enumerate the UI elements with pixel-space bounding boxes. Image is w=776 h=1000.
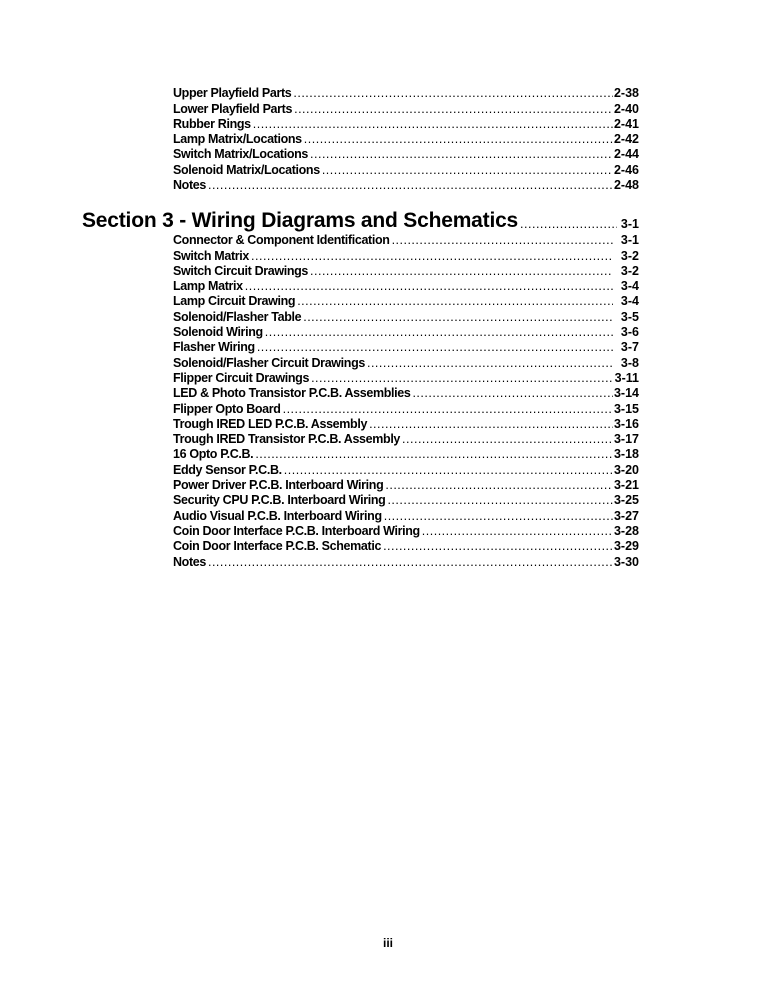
toc-entry-title: Lamp Matrix/Locations [173,132,302,147]
dot-leader [308,264,613,279]
toc-entry [173,162,639,177]
toc-entry-page: 3-28 [613,523,639,538]
toc-entry-page: 3-29 [613,539,639,554]
dot-leader [291,86,613,101]
toc-entry-title: Lower Playfield Parts [173,101,293,116]
toc-entry [173,178,639,193]
toc-entry [173,524,639,539]
toc-entry [173,401,639,416]
toc-entry-page: 3-7 [620,340,639,355]
toc-entry [173,432,639,447]
toc-entry-page: 2-46 [613,162,639,177]
toc-entry-title: Trough IRED Transistor P.C.B. Assembly [173,432,401,447]
dot-leader [295,294,613,309]
toc-entry-title: Solenoid/Flasher Circuit Drawings [173,355,365,370]
toc-entry [173,101,639,116]
toc-entry [173,447,639,462]
dot-leader [400,432,613,447]
toc-entry-title: Solenoid/Flasher Table [173,309,302,324]
toc-entry-title: Power Driver P.C.B. Interboard Wiring [173,478,384,493]
toc-entry-title: Connector & Component Identification [173,233,390,248]
dot-leader [381,539,613,554]
toc-entry-page: 3-21 [613,478,639,493]
dot-leader [383,478,613,493]
toc-entry [173,233,639,248]
toc-entry [173,117,639,132]
toc-entry-title: Coin Door Interface P.C.B. Interboard Wiring [173,523,420,538]
toc-entry-page: 3-11 [614,370,639,385]
toc-entry-page: 3-2 [620,263,639,278]
dot-leader [251,117,613,132]
toc-entry-title: Lamp Matrix [173,279,243,294]
toc-entry [173,478,639,493]
toc-entry-page: 3-18 [613,447,639,462]
toc-entry-title: Coin Door Interface P.C.B. Schematic [173,539,382,554]
dot-leader [282,463,613,478]
section3-toc-list [173,233,639,570]
toc-entry [173,325,639,340]
toc-entry-title: Notes [173,178,206,193]
toc-entry-page: 3-27 [613,508,639,523]
toc-entry [173,508,639,523]
toc-entry [173,340,639,355]
toc-entry-page: 3-14 [613,386,639,401]
dot-leader [301,310,613,325]
dot-leader [420,524,613,539]
toc-entry-title: 16 Opto P.C.B. [173,447,254,462]
toc-entry-title: Audio Visual P.C.B. Interboard Wiring [173,508,382,523]
dot-leader [255,340,613,355]
toc-entry-title: Solenoid Wiring [173,325,263,340]
dot-leader [385,493,613,508]
dot-leader [365,356,613,371]
toc-entry [173,279,639,294]
dot-leader [243,279,613,294]
toc-entry-page: 3-6 [620,325,639,340]
toc-entry [173,539,639,554]
dot-leader [309,371,613,386]
toc-entry [173,554,639,569]
dot-leader [410,386,613,401]
toc-entry [173,355,639,370]
dot-leader [382,509,613,524]
toc-entry-page: 2-42 [613,132,639,147]
toc-entry-title: Switch Matrix/Locations [173,147,309,162]
toc-entry-title: Eddy Sensor P.C.B. [173,462,282,477]
toc-entry [173,264,639,279]
toc-entry-page: 2-38 [613,86,639,101]
toc-entry-title: Solenoid Matrix/Locations [173,162,320,177]
toc-entry-title: Upper Playfield Parts [173,86,292,101]
toc-entry [173,147,639,162]
toc-entry [173,294,639,309]
toc-entry [173,86,639,101]
toc-entry-title: Security CPU P.C.B. Interboard Wiring [173,493,386,508]
dot-leader [367,417,613,432]
toc-entry [173,309,639,324]
toc-entry-title: Lamp Circuit Drawing [173,294,296,309]
toc-entry-title: Switch Circuit Drawings [173,263,309,278]
toc-entry-title: Flipper Opto Board [173,401,281,416]
toc-entry-page: 3-1 [620,233,639,248]
dot-leader [320,163,613,178]
toc-entry-page: 3-15 [613,401,639,416]
section2-toc-list [173,86,639,193]
toc-entry-page: 3-25 [613,493,639,508]
dot-leader [390,233,613,248]
toc-entry-page: 3-4 [620,279,639,294]
toc-entry [173,386,639,401]
dot-leader [308,147,613,162]
dot-leader [206,178,613,193]
toc-entry [173,493,639,508]
toc-entry [173,462,639,477]
toc-entry-title: Switch Matrix [173,248,250,263]
toc-entry-page: 3-20 [613,462,639,477]
dot-leader [302,132,613,147]
toc-entry-page: 3-5 [620,309,639,324]
dot-leader [206,555,613,570]
section-page: 3-1 [620,217,639,231]
section-title: Section 3 - Wiring Diagrams and Schematics [82,209,519,232]
toc-entry-page: 2-40 [613,101,639,116]
toc-entry-page: 3-4 [620,294,639,309]
toc-entry [173,417,639,432]
toc-entry-title: Notes [173,554,206,569]
page-number: iii [382,936,393,950]
dot-leader [253,447,613,462]
toc-entry-page: 3-8 [620,355,639,370]
toc-entry-page: 3-30 [613,554,639,569]
toc-entry-page: 2-41 [613,116,639,131]
toc-entry [173,371,639,386]
toc-entry-title: Flasher Wiring [173,340,255,355]
section3-heading [82,209,639,233]
toc-entry-title: Flipper Circuit Drawings [173,370,310,385]
toc-entry [173,248,639,263]
toc-entry [173,132,639,147]
toc-entry-page: 3-17 [613,432,639,447]
dot-leader [249,249,613,264]
toc-entry-page: 3-16 [613,416,639,431]
dot-leader [518,217,617,233]
toc-entry-title: Trough IRED LED P.C.B. Assembly [173,416,368,431]
toc-entry-page: 3-2 [620,248,639,263]
toc-entry-page: 2-44 [613,147,639,162]
toc-entry-title: LED & Photo Transistor P.C.B. Assemblies [173,386,411,401]
dot-leader [263,325,613,340]
dot-leader [281,402,613,417]
toc-entry-title: Rubber Rings [173,116,251,131]
dot-leader [292,102,613,117]
toc-entry-page: 2-48 [613,178,639,193]
